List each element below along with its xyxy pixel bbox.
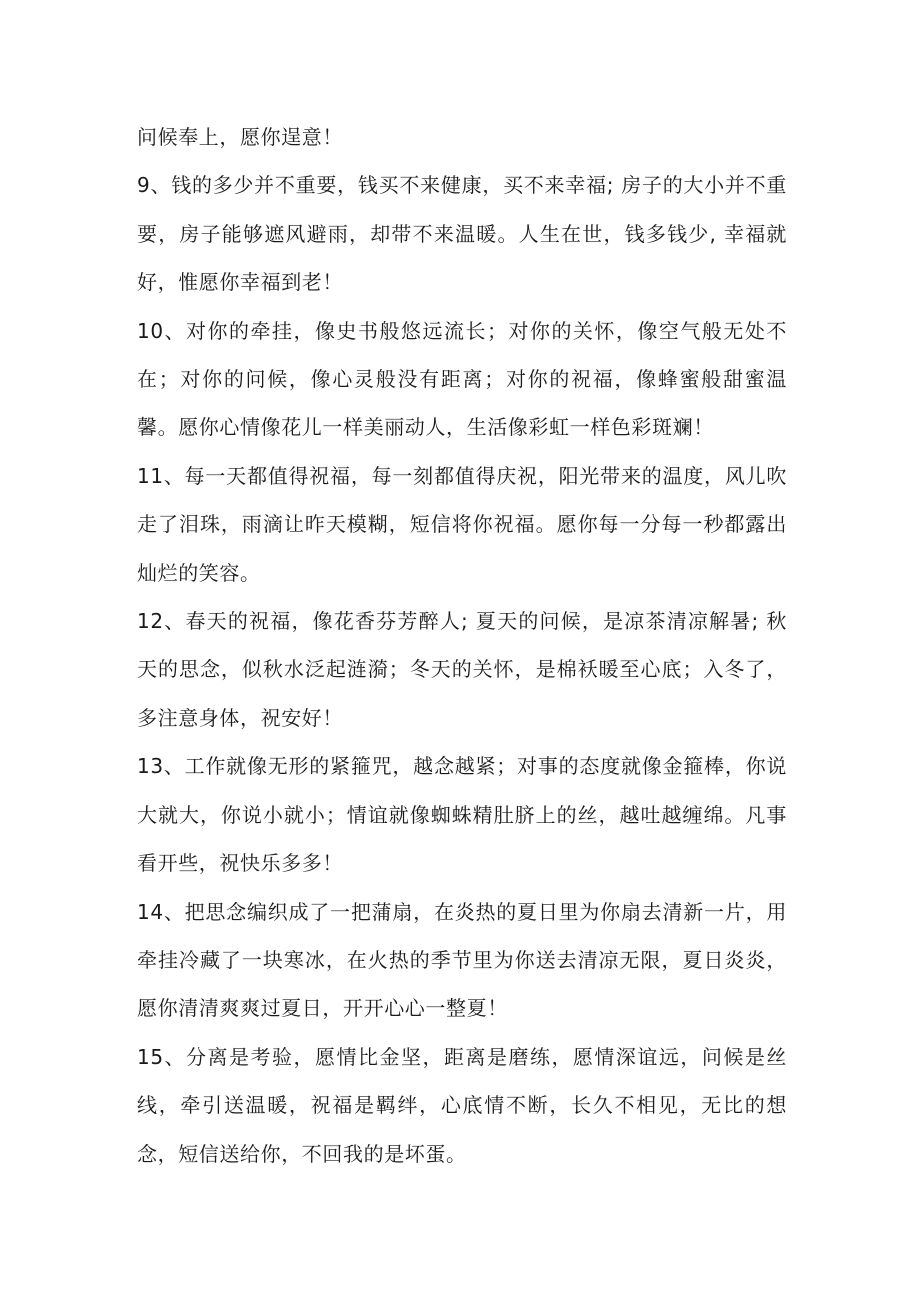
paragraph-item-11: 11、每一天都值得祝福，每一刻都值得庆祝，阳光带来的温度，风儿吹走了泪珠，雨滴让昨天模糊，短信将你祝福。愿你每一分每一秒都露出灿烂的笑容。 xyxy=(137,463,787,585)
paragraph-continuation: 问候奉上，愿你逞意！ xyxy=(137,125,343,149)
paragraph-item-10: 10、对你的牵挂，像史书般悠远流长；对你的关怀，像空气般无处不在；对你的问候，像心灵般没有距离；对你的祝福，像蜂蜜般甜蜜温馨。愿你心情像花儿一样美丽动人，生活像彩虹一样色彩斑斓！ xyxy=(137,318,787,440)
paragraph-item-14: 14、把思念编织成了一把蒲扇，在炎热的夏日里为你扇去清新一片，用牵挂冷藏了一块寒冰，在火热的季节里为你送去清凉无限，夏日炎炎，愿你清清爽爽过夏日，开开心心一整夏！ xyxy=(137,899,787,1021)
paragraph-item-12: 12、春天的祝福，像花香芬芳醉人; 夏天的问候，是凉茶清凉解暑; 秋天的思念，似秋水泛起涟漪；冬天的关怀，是棉袄暖至心底；入冬了，多注意身体，祝安好！ xyxy=(137,609,787,730)
paragraph-item-9: 9、钱的多少并不重要，钱买不来健康，买不来幸福; 房子的大小并不重要，房子能够遮风避雨，却带不来温暖。人生在世，钱多钱少, 幸福就好，惟愿你幸福到老！ xyxy=(137,173,787,295)
document-body xyxy=(137,113,787,1178)
paragraph-item-15: 15、分离是考验，愿情比金坚，距离是磨练，愿情深谊远，问候是丝线，牵引送温暖，祝福是羁绊，心底情不断，长久不相见，无比的想念，短信送给你，不回我的是坏蛋。 xyxy=(137,1044,787,1166)
paragraph-item-13: 13、工作就像无形的紧箍咒，越念越紧；对事的态度就像金箍棒，你说大就大，你说小就小；情谊就像蜘蛛精肚脐上的丝，越吐越缠绵。凡事看开些，祝快乐多多！ xyxy=(137,754,787,876)
